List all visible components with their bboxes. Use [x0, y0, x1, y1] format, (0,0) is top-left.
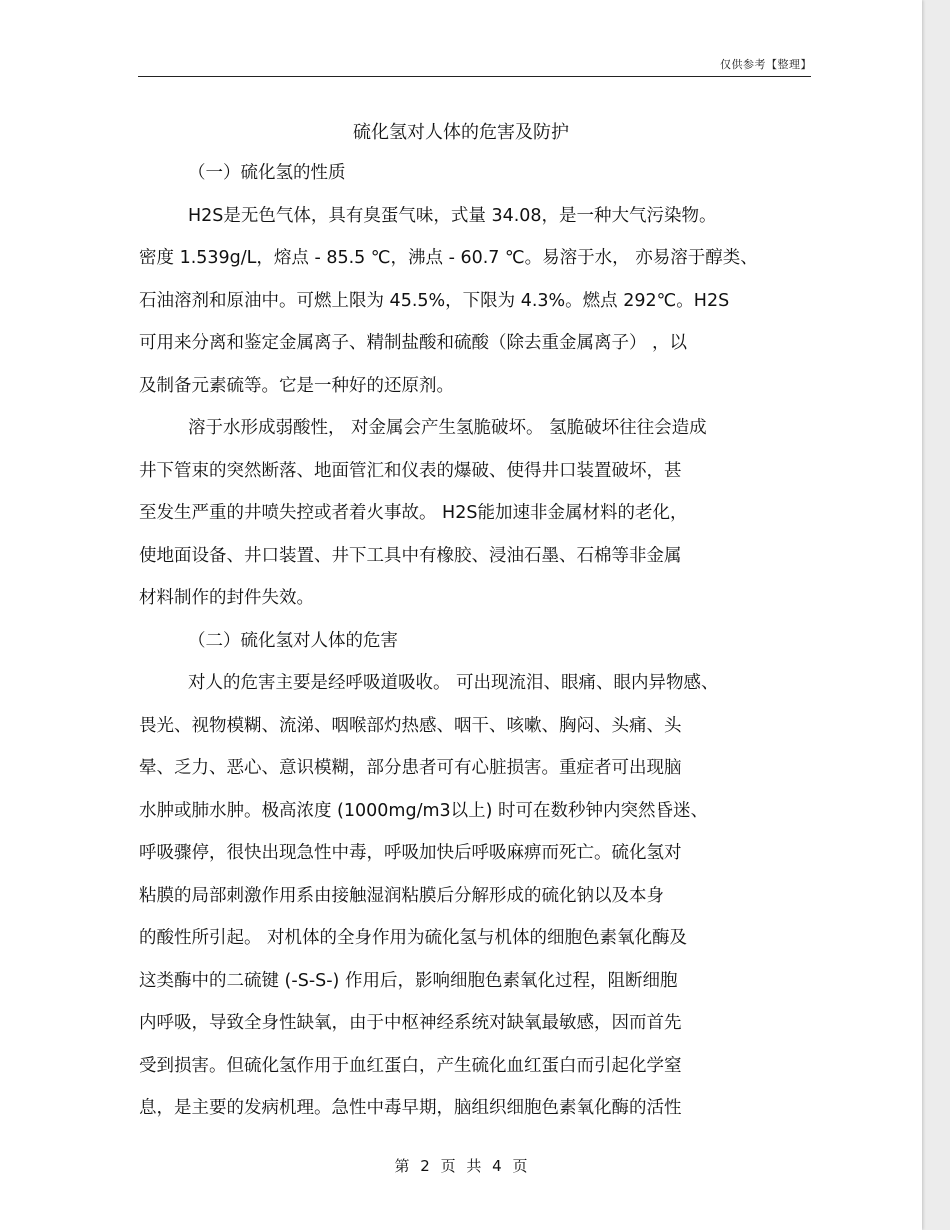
header-note: 仅供参考【整理】	[720, 58, 812, 71]
text-line: 粘膜的局部刺激作用系由接触湿润粘膜后分解形成的硫化钠以及本身	[139, 885, 664, 906]
document-title: 硫化氢对人体的危害及防护	[353, 122, 569, 143]
text-line: H2S是无色气体，具有臭蛋气味，式量 34.08，是一种大气污染物。	[188, 205, 717, 226]
text-line: 呼吸骤停，很快出现急性中毒，呼吸加快后呼吸麻痹而死亡。硫化氢对	[139, 843, 682, 863]
text-line: 石油溶剂和原油中。可燃上限为 45.5%，下限为 4.3%。燃点 292℃。H2S	[139, 290, 730, 311]
header-divider	[138, 76, 811, 77]
text-line: 密度 1.539g/L，熔点 - 85.5 ℃，沸点 - 60.7 ℃。易溶于水， 亦易溶于醇类、	[139, 248, 758, 268]
text-line: 溶于水形成弱酸性， 对金属会产生氢脆破坏。 氢脆破坏往往会造成	[188, 418, 707, 438]
document-body	[139, 152, 819, 1130]
text-line: 及制备元素硫等。它是一种好的还原剂。	[139, 375, 454, 396]
text-line: 这类酶中的二硫键 (-S-S-) 作用后，影响细胞色素氧化过程，阻断细胞	[139, 970, 678, 991]
text-line: 畏光、视物模糊、流涕、咽喉部灼热感、咽干、咳嗽、胸闷、头痛、头	[139, 715, 682, 736]
page-number: 第 2 页 共 4 页	[394, 1157, 528, 1175]
text-line: 材料制作的封件失效。	[139, 588, 314, 608]
text-line: 使地面设备、井口装置、井下工具中有橡胶、浸油石墨、石棉等非金属	[139, 545, 682, 566]
text-line: 的酸性所引起。 对机体的全身作用为硫化氢与机体的细胞色素氧化酶及	[139, 928, 688, 948]
text-line: 息，是主要的发病机理。急性中毒早期，脑组织细胞色素氧化酶的活性	[139, 1098, 682, 1118]
text-line: 水肿或肺水肿。极高浓度 (1000mg/m3以上) 时可在数秒钟内突然昏迷、	[139, 800, 709, 821]
section-heading: （一）硫化氢的性质	[188, 163, 346, 183]
text-line: 内呼吸，导致全身性缺氧，由于中枢神经系统对缺氧最敏感，因而首先	[139, 1013, 682, 1033]
text-line: 井下管束的突然断落、地面管汇和仪表的爆破、使得井口装置破坏，甚	[139, 460, 682, 481]
text-line: 至发生严重的井喷失控或者着火事故。 H2S能加速非金属材料的老化，	[139, 503, 688, 523]
text-line: 对人的危害主要是经呼吸道吸收。 可出现流泪、眼痛、眼内异物感、	[188, 673, 719, 693]
text-line: 晕、乏力、恶心、意识模糊，部分患者可有心脏损害。重症者可出现脑	[139, 758, 682, 778]
section-heading: （二）硫化氢对人体的危害	[188, 630, 398, 651]
text-line: 受到损害。但硫化氢作用于血红蛋白，产生硫化血红蛋白而引起化学窒	[139, 1055, 682, 1076]
text-line: 可用来分离和鉴定金属离子、精制盐酸和硫酸（除去重金属离子） ，以	[139, 333, 688, 353]
